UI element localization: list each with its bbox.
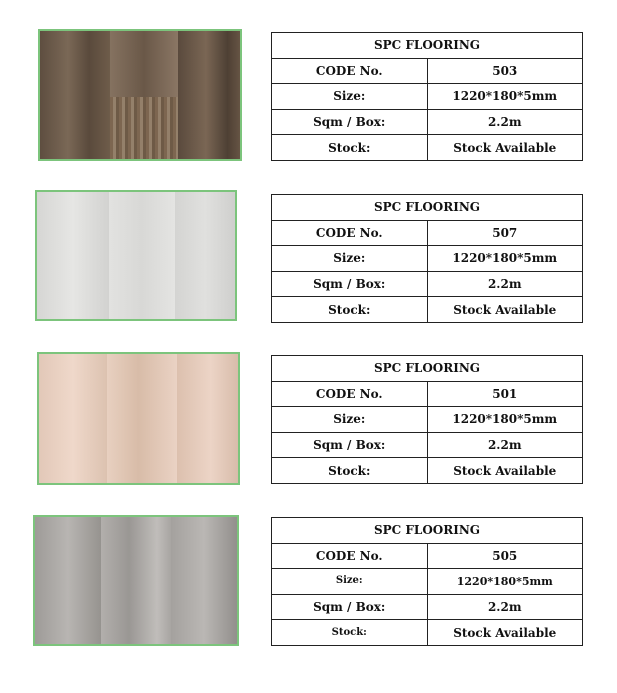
code-label: CODE No. (272, 220, 428, 246)
stock-label: Stock: (272, 297, 428, 323)
sqm-value: 2.2m (427, 432, 583, 458)
size-value: 1220*180*5mm (427, 84, 583, 110)
code-label: CODE No. (272, 543, 428, 569)
stock-value: Stock Available (427, 135, 583, 161)
stock-value: Stock Available (427, 458, 583, 484)
code-value: 505 (427, 543, 583, 569)
size-value: 1220*180*5mm (427, 569, 583, 595)
spec-title: SPC FLOORING (272, 33, 583, 59)
code-value: 501 (427, 381, 583, 407)
size-value: 1220*180*5mm (427, 407, 583, 433)
sqm-label: Sqm / Box: (272, 109, 428, 135)
spec-title: SPC FLOORING (272, 356, 583, 382)
size-label: Size: (272, 407, 428, 433)
sqm-label: Sqm / Box: (272, 271, 428, 297)
sqm-value: 2.2m (427, 109, 583, 135)
code-label: CODE No. (272, 58, 428, 84)
floor-sample-image (38, 29, 242, 161)
spec-table (271, 355, 583, 484)
sqm-value: 2.2m (427, 271, 583, 297)
floor-sample-image (33, 515, 239, 646)
size-label: Size: (272, 246, 428, 272)
size-value: 1220*180*5mm (427, 246, 583, 272)
floor-sample-image (35, 190, 237, 321)
stock-value: Stock Available (427, 297, 583, 323)
spec-table (271, 517, 583, 646)
sqm-label: Sqm / Box: (272, 432, 428, 458)
sqm-label: Sqm / Box: (272, 594, 428, 620)
size-label: Size: (272, 84, 428, 110)
spec-title: SPC FLOORING (272, 518, 583, 544)
spec-title: SPC FLOORING (272, 195, 583, 221)
sqm-value: 2.2m (427, 594, 583, 620)
stock-value: Stock Available (427, 620, 583, 646)
code-label: CODE No. (272, 381, 428, 407)
size-label: Size: (272, 569, 428, 595)
stock-label: Stock: (272, 620, 428, 646)
spec-table (271, 32, 583, 161)
code-value: 503 (427, 58, 583, 84)
code-value: 507 (427, 220, 583, 246)
stock-label: Stock: (272, 458, 428, 484)
floor-sample-image (37, 352, 240, 485)
spec-table (271, 194, 583, 323)
stock-label: Stock: (272, 135, 428, 161)
